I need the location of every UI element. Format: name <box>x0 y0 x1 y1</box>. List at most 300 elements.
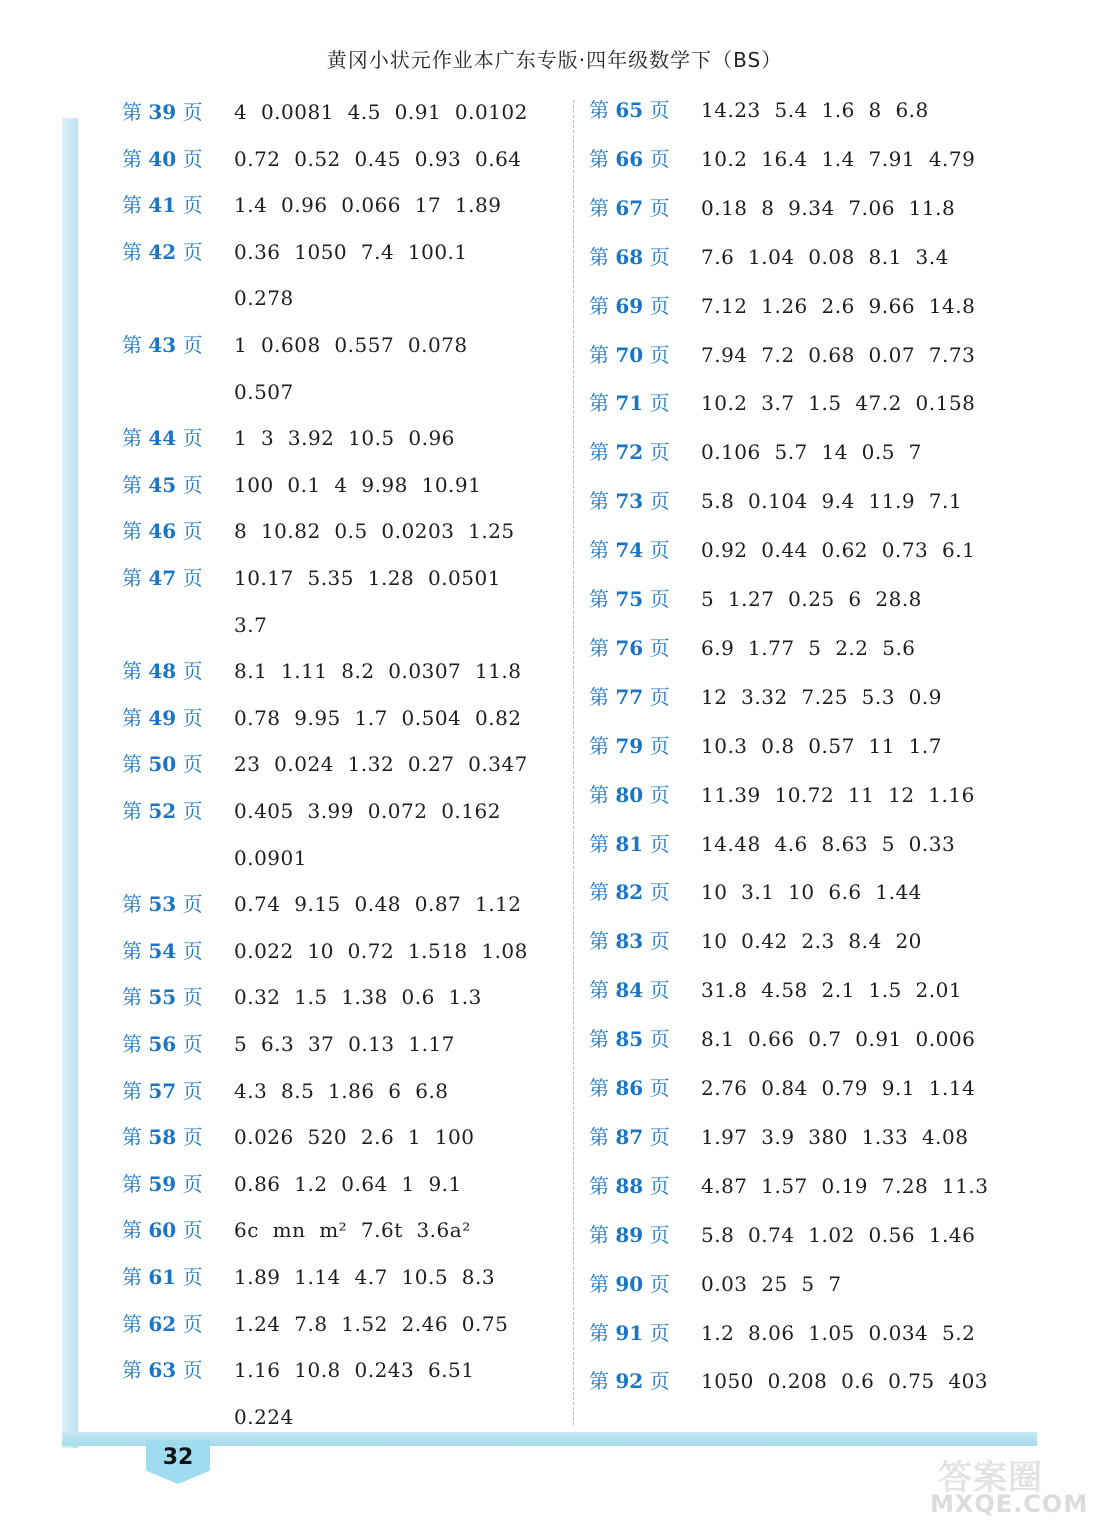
answer-values: 7.12 1.26 2.6 9.66 14.8 <box>701 293 976 318</box>
page-label-prefix: 第 <box>589 587 609 611</box>
page-label-number: 39 <box>148 100 177 124</box>
answer-values: 6.9 1.77 5 2.2 5.6 <box>701 635 916 660</box>
page-label-suffix: 页 <box>182 892 203 917</box>
answer-row <box>122 1121 572 1153</box>
page-label <box>122 236 203 268</box>
page-label-suffix: 页 <box>182 1311 203 1336</box>
page-label <box>122 702 203 734</box>
page-label <box>589 436 670 468</box>
page-label <box>122 1214 203 1246</box>
answer-values: 23 0.024 1.32 0.27 0.347 <box>234 752 528 777</box>
page-label-number: 70 <box>615 342 644 367</box>
answer-values: 4.87 1.57 0.19 7.28 11.3 <box>701 1173 989 1198</box>
page-label-number: 77 <box>615 684 644 709</box>
page-label-number: 84 <box>615 978 644 1003</box>
answer-values: 1 0.608 0.557 0.078 <box>234 333 468 357</box>
page-label-suffix: 页 <box>649 195 670 220</box>
page-label <box>589 1170 670 1202</box>
answer-row <box>122 609 572 641</box>
page-header: 黄冈小状元作业本广东专版·四年级数学下（BS） <box>326 48 783 72</box>
page-label-suffix: 页 <box>649 1027 670 1052</box>
page-number: 32 <box>162 1445 194 1470</box>
page-label-prefix: 第 <box>122 1218 142 1243</box>
page-label-prefix: 第 <box>122 938 142 963</box>
page-label-number: 68 <box>615 244 644 269</box>
answer-values: 0.32 1.5 1.38 0.6 1.3 <box>234 985 482 1010</box>
page-label-suffix: 页 <box>182 426 203 451</box>
page-label-prefix: 第 <box>589 1271 609 1296</box>
answer-values: 10.17 5.35 1.28 0.0501 <box>234 566 501 590</box>
answer-values: 1.16 10.8 0.243 6.51 <box>234 1358 475 1383</box>
page-label-number: 79 <box>615 733 644 758</box>
answer-row <box>589 1072 1039 1104</box>
page-label-number: 89 <box>615 1222 644 1247</box>
page-label-suffix: 页 <box>649 391 670 416</box>
page-label-suffix: 页 <box>182 1032 203 1056</box>
page-label <box>589 534 670 566</box>
answer-row <box>589 485 1039 517</box>
page-label-prefix: 第 <box>589 1320 609 1345</box>
answer-row <box>589 339 1039 371</box>
page-label-prefix: 第 <box>589 635 609 660</box>
page-label-suffix: 页 <box>649 1076 670 1100</box>
answer-row <box>589 1170 1039 1202</box>
answer-row <box>122 888 572 920</box>
page-label-suffix: 页 <box>649 146 670 171</box>
page-label-prefix: 第 <box>589 146 609 171</box>
answer-values: 0.74 9.15 0.48 0.87 1.12 <box>234 892 522 917</box>
answer-values: 0.78 9.95 1.7 0.504 0.82 <box>234 705 522 730</box>
answer-row <box>122 376 572 408</box>
page-label-prefix: 第 <box>589 1222 609 1247</box>
answer-values: 31.8 4.58 2.1 1.5 2.01 <box>701 978 963 1003</box>
page-label-number: 45 <box>148 472 177 497</box>
page-label <box>122 143 203 175</box>
page-label <box>589 876 670 908</box>
answer-values: 0.92 0.44 0.62 0.73 6.1 <box>701 538 976 563</box>
page-label-prefix: 第 <box>122 193 142 218</box>
answer-row <box>589 974 1039 1006</box>
answer-row <box>122 469 572 501</box>
answer-values: 0.507 <box>234 379 294 404</box>
page-label-number: 72 <box>615 440 644 465</box>
answer-values: 0.36 1050 7.4 100.1 <box>234 239 468 264</box>
page-label-suffix: 页 <box>182 985 203 1010</box>
answer-values: 5 1.27 0.25 6 28.8 <box>701 587 922 611</box>
page-label-suffix: 页 <box>649 587 670 611</box>
page-label-prefix: 第 <box>589 880 609 905</box>
answer-values: 8 10.82 0.5 0.0203 1.25 <box>234 519 515 544</box>
page-label-suffix: 页 <box>649 1369 670 1394</box>
answer-values: 0.72 0.52 0.45 0.93 0.64 <box>234 146 522 171</box>
page-label-suffix: 页 <box>182 752 203 777</box>
page-label <box>589 1121 670 1153</box>
page-label <box>589 681 670 713</box>
answer-values: 1 3 3.92 10.5 0.96 <box>234 426 455 451</box>
page-label <box>122 329 203 361</box>
page-label <box>589 1317 670 1349</box>
page-label-prefix: 第 <box>122 1125 142 1150</box>
page-label-number: 67 <box>615 195 644 220</box>
answer-row <box>122 236 572 268</box>
page-label-number: 62 <box>148 1311 177 1336</box>
page-label-number: 65 <box>615 98 644 122</box>
answer-row <box>122 1261 572 1293</box>
answer-row <box>589 1121 1039 1153</box>
page-label-prefix: 第 <box>122 1358 142 1383</box>
page-label <box>589 485 670 517</box>
page-label <box>122 1308 203 1340</box>
page-label-suffix: 页 <box>182 100 203 124</box>
page-label <box>122 1168 203 1200</box>
answer-values: 0.405 3.99 0.072 0.162 <box>234 799 501 823</box>
page-label <box>589 1365 670 1397</box>
answer-row <box>589 534 1039 566</box>
answer-row <box>122 842 572 874</box>
page-label <box>589 387 670 419</box>
page-label-suffix: 页 <box>182 146 203 171</box>
answer-row <box>589 1365 1039 1397</box>
page-label-prefix: 第 <box>589 1076 609 1100</box>
page-label-suffix: 页 <box>649 1271 670 1296</box>
page-label <box>589 192 670 224</box>
page-label-suffix: 页 <box>182 519 203 544</box>
page-label-number: 86 <box>615 1076 644 1100</box>
page-label <box>122 96 203 128</box>
page-label-suffix: 页 <box>182 472 203 497</box>
answer-row <box>589 290 1039 322</box>
page-label-prefix: 第 <box>122 985 142 1010</box>
page-label-prefix: 第 <box>589 440 609 465</box>
page-label <box>122 562 203 594</box>
page-label-suffix: 页 <box>182 1265 203 1289</box>
answer-values: 1.2 8.06 1.05 0.034 5.2 <box>701 1320 976 1345</box>
page-label <box>122 515 203 547</box>
answer-row <box>589 632 1039 664</box>
page-label-suffix: 页 <box>182 1218 203 1243</box>
answer-values: 12 3.32 7.25 5.3 0.9 <box>701 684 942 709</box>
page-label-prefix: 第 <box>589 733 609 758</box>
answer-row <box>589 1023 1039 1055</box>
answer-values: 8.1 1.11 8.2 0.0307 11.8 <box>234 659 522 684</box>
page-label <box>122 655 203 687</box>
answer-values: 8.1 0.66 0.7 0.91 0.006 <box>701 1027 976 1052</box>
answer-values: 1050 0.208 0.6 0.75 403 <box>701 1369 989 1394</box>
page-label-suffix: 页 <box>182 193 203 218</box>
page-label-number: 92 <box>615 1369 644 1394</box>
answer-row <box>122 1401 572 1433</box>
page-label-prefix: 第 <box>589 1173 609 1198</box>
answer-values: 100 0.1 4 9.98 10.91 <box>234 472 482 497</box>
answer-values: 14.48 4.6 8.63 5 0.33 <box>701 831 956 856</box>
page-label-prefix: 第 <box>589 293 609 318</box>
answer-values: 7.94 7.2 0.68 0.07 7.73 <box>701 342 976 367</box>
answer-values: 0.022 10 0.72 1.518 1.08 <box>234 938 528 963</box>
page-label-number: 58 <box>148 1125 177 1150</box>
answer-values: 10 3.1 10 6.6 1.44 <box>701 880 922 905</box>
page-label-prefix: 第 <box>589 1027 609 1052</box>
answer-row <box>589 583 1039 615</box>
page-label-prefix: 第 <box>589 98 609 122</box>
answer-values: 10 0.42 2.3 8.4 20 <box>701 929 922 954</box>
answer-values: 2.76 0.84 0.79 9.1 1.14 <box>701 1076 976 1100</box>
page-label <box>122 795 203 827</box>
page-label-number: 57 <box>148 1078 177 1103</box>
answer-values: 14.23 5.4 1.6 8 6.8 <box>701 98 929 122</box>
page-label-prefix: 第 <box>122 100 142 124</box>
answer-values: 5.8 0.74 1.02 0.56 1.46 <box>701 1222 976 1247</box>
page-label-prefix: 第 <box>589 244 609 269</box>
answer-values: 1.24 7.8 1.52 2.46 0.75 <box>234 1311 509 1336</box>
answer-row <box>589 681 1039 713</box>
page-label-suffix: 页 <box>182 333 203 357</box>
page-label-number: 87 <box>615 1124 644 1149</box>
page-label-number: 55 <box>148 985 177 1010</box>
answer-values: 1.4 0.96 0.066 17 1.89 <box>234 193 502 218</box>
answer-row <box>589 1317 1039 1349</box>
page-label-prefix: 第 <box>122 472 142 497</box>
page-label-suffix: 页 <box>649 831 670 856</box>
page-label-suffix: 页 <box>649 929 670 954</box>
page-label-prefix: 第 <box>122 705 142 730</box>
page-label-prefix: 第 <box>122 752 142 777</box>
page-label-number: 42 <box>148 239 177 264</box>
page-label-prefix: 第 <box>589 831 609 856</box>
page-label-prefix: 第 <box>589 391 609 416</box>
page-label-prefix: 第 <box>122 1265 142 1289</box>
answer-values: 0.0901 <box>234 845 307 870</box>
page-label-suffix: 页 <box>182 659 203 684</box>
page-label-suffix: 页 <box>649 978 670 1003</box>
page-label <box>122 422 203 454</box>
answer-row <box>122 562 572 594</box>
answer-row <box>589 436 1039 468</box>
page-label <box>589 779 670 811</box>
page-label-suffix: 页 <box>182 1125 203 1150</box>
answer-values: 11.39 10.72 11 12 1.16 <box>701 782 975 807</box>
watermark <box>930 1450 1100 1530</box>
answer-values: 0.86 1.2 0.64 1 9.1 <box>234 1171 462 1196</box>
page-label-suffix: 页 <box>182 566 203 590</box>
page-label-suffix: 页 <box>649 244 670 269</box>
page-label <box>589 1023 670 1055</box>
page-label-number: 46 <box>148 519 177 544</box>
answer-row <box>122 981 572 1013</box>
page-label-number: 53 <box>148 892 177 917</box>
page-label-suffix: 页 <box>182 1171 203 1196</box>
answer-row <box>122 515 572 547</box>
decorative-side-band <box>62 118 78 1448</box>
answer-row <box>589 730 1039 762</box>
page-label-number: 52 <box>148 799 177 823</box>
page-label-number: 90 <box>615 1271 644 1296</box>
page-label-prefix: 第 <box>122 892 142 917</box>
page-label-number: 61 <box>148 1265 177 1289</box>
page-label-suffix: 页 <box>649 489 670 514</box>
page-label-prefix: 第 <box>122 799 142 823</box>
answer-values: 7.6 1.04 0.08 8.1 3.4 <box>701 244 949 269</box>
answer-row <box>589 1219 1039 1251</box>
answer-row <box>122 282 572 314</box>
page-label <box>589 828 670 860</box>
answer-values: 6c mn m² 7.6t 3.6a² <box>234 1218 471 1243</box>
page-label <box>589 583 670 615</box>
answer-row <box>589 143 1039 175</box>
page-label-prefix: 第 <box>589 195 609 220</box>
page-label-prefix: 第 <box>122 659 142 684</box>
answer-row <box>122 1075 572 1107</box>
answer-values: 0.278 <box>234 286 294 311</box>
watermark-logo-text: 答案圈 <box>938 1458 1043 1498</box>
answer-values: 1.97 3.9 380 1.33 4.08 <box>701 1124 969 1149</box>
page-label-number: 91 <box>615 1320 644 1345</box>
page-label-suffix: 页 <box>649 1124 670 1149</box>
page-label-number: 73 <box>615 489 644 514</box>
answer-row <box>122 655 572 687</box>
answer-row <box>589 192 1039 224</box>
page-label-suffix: 页 <box>649 782 670 807</box>
page-label-suffix: 页 <box>182 1358 203 1383</box>
page-label-number: 47 <box>148 566 177 590</box>
page-label-suffix: 页 <box>649 1173 670 1198</box>
answer-row <box>122 1028 572 1060</box>
page-label-number: 82 <box>615 880 644 905</box>
page-label-number: 80 <box>615 782 644 807</box>
page-label-number: 43 <box>148 333 177 357</box>
page-label <box>122 1121 203 1153</box>
page-label <box>589 94 670 126</box>
page-label-number: 74 <box>615 538 644 563</box>
page-label-suffix: 页 <box>649 684 670 709</box>
page-label-number: 75 <box>615 587 644 611</box>
page-label <box>589 143 670 175</box>
page-label-number: 81 <box>615 831 644 856</box>
page-label-prefix: 第 <box>122 239 142 264</box>
page-label-number: 85 <box>615 1027 644 1052</box>
answer-row <box>122 702 572 734</box>
page-label-suffix: 页 <box>649 733 670 758</box>
page-label-suffix: 页 <box>649 538 670 563</box>
page-label-number: 69 <box>615 293 644 318</box>
page-label-prefix: 第 <box>589 1124 609 1149</box>
answer-row <box>589 925 1039 957</box>
page-label <box>122 469 203 501</box>
page-label <box>122 1075 203 1107</box>
page-label-suffix: 页 <box>649 1222 670 1247</box>
page-label-suffix: 页 <box>649 1320 670 1345</box>
page-label-prefix: 第 <box>122 146 142 171</box>
page-label <box>122 748 203 780</box>
page-label-prefix: 第 <box>589 342 609 367</box>
page-label-prefix: 第 <box>122 333 142 357</box>
answer-row <box>122 422 572 454</box>
answer-values: 0.18 8 9.34 7.06 11.8 <box>701 195 956 220</box>
page-label-prefix: 第 <box>589 978 609 1003</box>
page-label <box>589 974 670 1006</box>
page-label <box>122 1028 203 1060</box>
page-label-number: 40 <box>148 146 177 171</box>
page-label <box>589 632 670 664</box>
page-label-prefix: 第 <box>122 426 142 451</box>
page-label-suffix: 页 <box>649 98 670 122</box>
answer-values: 5 6.3 37 0.13 1.17 <box>234 1032 455 1056</box>
page-label-prefix: 第 <box>122 1078 142 1103</box>
page-label-suffix: 页 <box>182 239 203 264</box>
answer-row <box>122 96 572 128</box>
page-label-number: 76 <box>615 635 644 660</box>
page-label-number: 48 <box>148 659 177 684</box>
page-label-suffix: 页 <box>649 635 670 660</box>
page-label-number: 59 <box>148 1171 177 1196</box>
page-label-number: 44 <box>148 426 177 451</box>
answer-values: 0.224 <box>234 1404 294 1429</box>
page-label-suffix: 页 <box>649 342 670 367</box>
page-label <box>122 888 203 920</box>
answer-row <box>122 329 572 361</box>
page-label-prefix: 第 <box>122 566 142 590</box>
answer-values: 1.89 1.14 4.7 10.5 8.3 <box>234 1265 496 1289</box>
answer-values: 0.03 25 5 7 <box>701 1271 842 1296</box>
answer-row <box>122 1168 572 1200</box>
page-label-suffix: 页 <box>182 1078 203 1103</box>
page-label-suffix: 页 <box>649 880 670 905</box>
page-label-number: 88 <box>615 1173 644 1198</box>
answer-row <box>122 1308 572 1340</box>
page-label-prefix: 第 <box>589 684 609 709</box>
page-label <box>122 1261 203 1293</box>
page-label-number: 63 <box>148 1358 177 1383</box>
answer-values: 3.7 <box>234 612 268 637</box>
page-label-prefix: 第 <box>589 489 609 514</box>
watermark-text: MXQE.COM <box>930 1490 1089 1518</box>
answer-values: 10.2 3.7 1.5 47.2 0.158 <box>701 391 976 416</box>
page-label <box>122 981 203 1013</box>
answer-row <box>122 1354 572 1386</box>
page-label-prefix: 第 <box>589 929 609 954</box>
column-divider <box>573 100 574 1425</box>
answer-row <box>589 876 1039 908</box>
page-label <box>122 189 203 221</box>
page-label-suffix: 页 <box>182 705 203 730</box>
page-label <box>589 730 670 762</box>
answer-row <box>122 189 572 221</box>
page-label-number: 66 <box>615 146 644 171</box>
page-label-prefix: 第 <box>122 1032 142 1056</box>
page-label <box>589 1268 670 1300</box>
page-label <box>589 1219 670 1251</box>
answer-values: 10.2 16.4 1.4 7.91 4.79 <box>701 146 976 171</box>
page-label-number: 50 <box>148 752 177 777</box>
page-label-prefix: 第 <box>589 1369 609 1394</box>
page-label-prefix: 第 <box>589 538 609 563</box>
page-label <box>122 1354 203 1386</box>
answer-row <box>589 779 1039 811</box>
page-label-number: 71 <box>615 391 644 416</box>
page-label-number: 41 <box>148 193 177 218</box>
page-label-number: 54 <box>148 938 177 963</box>
answer-values: 0.026 520 2.6 1 100 <box>234 1125 475 1150</box>
answer-values: 10.3 0.8 0.57 11 1.7 <box>701 733 942 758</box>
answer-row <box>589 94 1039 126</box>
answer-values: 5.8 0.104 9.4 11.9 7.1 <box>701 489 963 514</box>
page-label-number: 49 <box>148 705 177 730</box>
answer-row <box>589 1268 1039 1300</box>
page-label-prefix: 第 <box>122 1171 142 1196</box>
page-label-prefix: 第 <box>589 782 609 807</box>
page-label <box>589 339 670 371</box>
page-label-prefix: 第 <box>122 1311 142 1336</box>
page-label <box>589 241 670 273</box>
